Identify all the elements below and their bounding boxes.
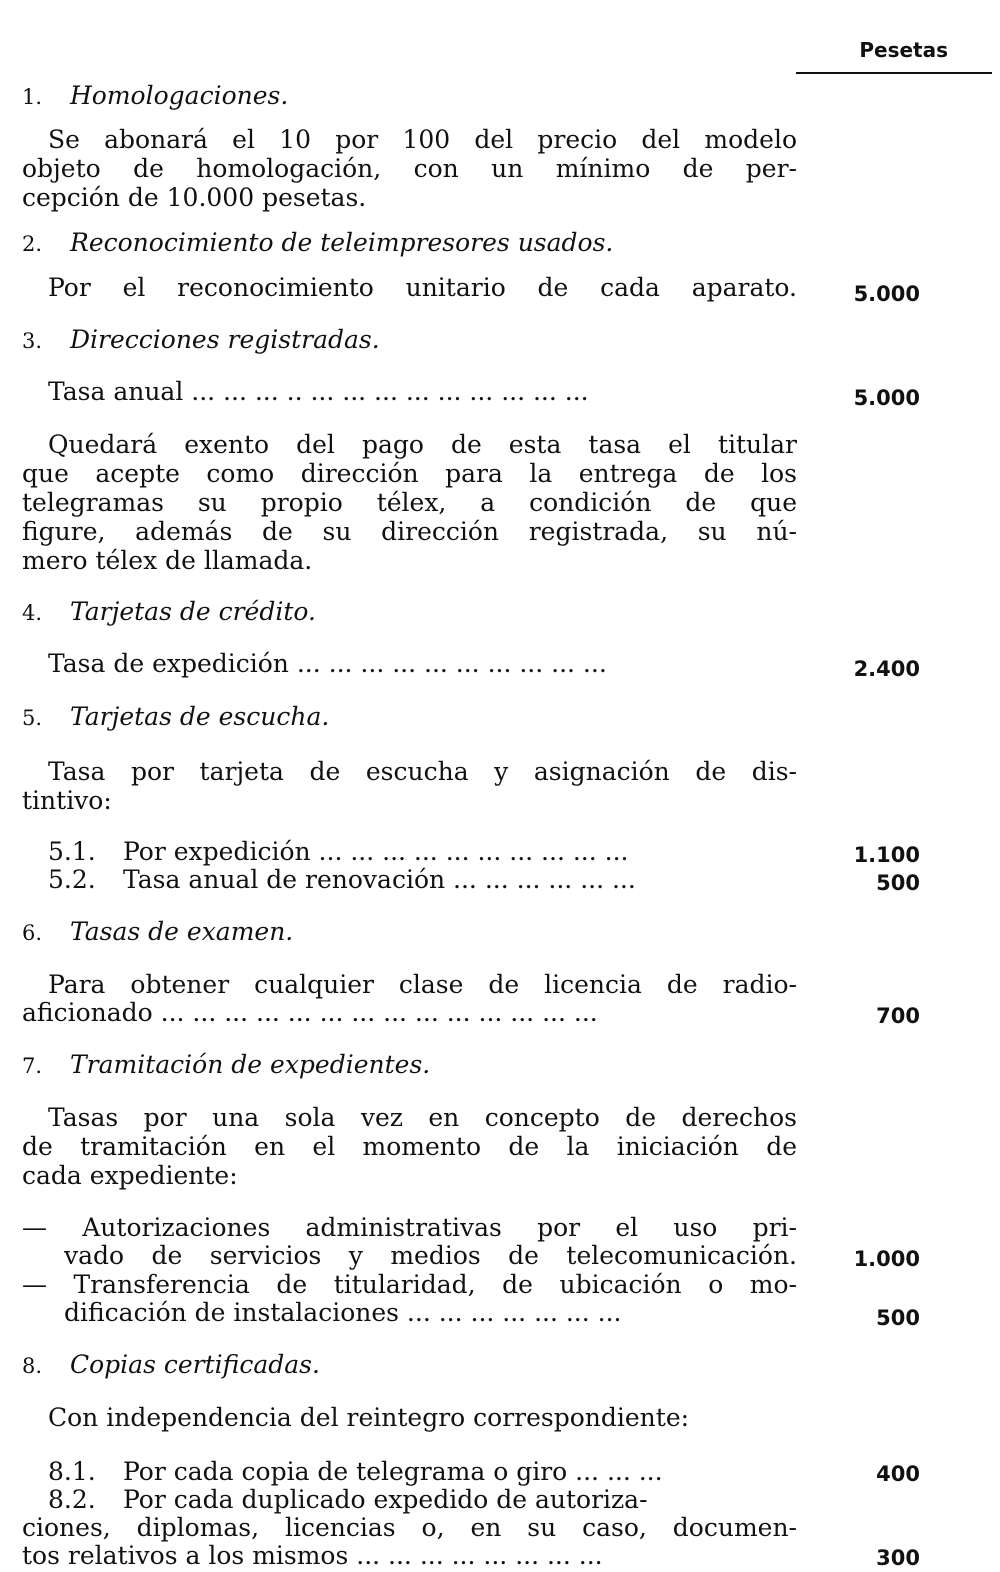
column-header-rule bbox=[796, 72, 992, 74]
dash-item-line: vado de servicios y medios de telecomunicación. bbox=[64, 1242, 797, 1270]
fee-amount: 500 bbox=[876, 871, 920, 895]
section-heading bbox=[22, 1051, 797, 1080]
section-heading bbox=[22, 82, 797, 111]
section-title: Tramitación de expedientes. bbox=[70, 1051, 431, 1079]
section-heading bbox=[22, 703, 797, 732]
fee-item-label: Tasa anual de renovación ... ... ... ... ... ... bbox=[123, 866, 636, 894]
note-line: que acepte como dirección para la entrega de los bbox=[22, 460, 797, 488]
section-heading bbox=[22, 598, 797, 627]
section-number: 4. bbox=[22, 601, 43, 625]
fee-item-continuation: ciones, diplomas, licencias o, en su caso, documen- bbox=[22, 1514, 797, 1542]
section-text-line: tintivo: bbox=[22, 787, 112, 815]
fee-amount: 5.000 bbox=[853, 282, 920, 306]
fee-item bbox=[48, 1458, 797, 1486]
note-line: telegramas su propio télex, a condición de que bbox=[22, 489, 797, 517]
section-title: Tarjetas de crédito. bbox=[70, 598, 316, 626]
fee-line: Tasa de expedición ... ... ... ... ... ... ... ... ... ... bbox=[48, 650, 607, 678]
section-heading bbox=[22, 918, 797, 947]
section-title: Tasas de examen. bbox=[70, 918, 294, 946]
fee-amount: 300 bbox=[876, 1546, 920, 1570]
section-title: Reconocimiento de teleimpresores usados. bbox=[70, 229, 614, 257]
fee-item-number: 5.2. bbox=[48, 866, 96, 894]
fee-amount: 700 bbox=[876, 1004, 920, 1028]
section-title: Tarjetas de escucha. bbox=[70, 703, 330, 731]
section-text-line: Se abonará el 10 por 100 del precio del modelo bbox=[48, 126, 797, 154]
fee-amount: 400 bbox=[876, 1462, 920, 1486]
section-title: Copias certificadas. bbox=[70, 1351, 320, 1379]
section-text-line: Para obtener cualquier clase de licencia de radio- bbox=[48, 971, 797, 999]
section-number: 7. bbox=[22, 1054, 43, 1078]
section-text-line: Tasa por tarjeta de escucha y asignación de dis- bbox=[48, 758, 797, 786]
section-number: 3. bbox=[22, 329, 43, 353]
fee-line: Por el reconocimiento unitario de cada aparato. bbox=[48, 274, 797, 302]
section-text-line: Con independencia del reintegro correspondiente: bbox=[48, 1404, 690, 1432]
fee-amount: 1.000 bbox=[853, 1247, 920, 1271]
fee-line: Tasa anual ... ... ... .. ... ... ... ... ... ... ... ... ... bbox=[48, 378, 589, 406]
fee-amount: 1.100 bbox=[853, 843, 920, 867]
section-heading bbox=[22, 229, 797, 258]
note-line: mero télex de llamada. bbox=[22, 547, 313, 575]
section-text-line: aficionado ... ... ... ... ... ... ... ... ... ... ... ... ... ... bbox=[22, 999, 598, 1027]
section-text-line: cepción de 10.000 pesetas. bbox=[22, 184, 367, 212]
section-number: 8. bbox=[22, 1354, 43, 1378]
section-text-line: Tasas por una sola vez en concepto de derechos bbox=[48, 1104, 797, 1132]
section-number: 5. bbox=[22, 706, 43, 730]
fee-amount: 500 bbox=[876, 1306, 920, 1330]
column-header-pesetas: Pesetas bbox=[859, 38, 948, 62]
section-text-line: de tramitación en el momento de la iniciación de bbox=[22, 1133, 797, 1161]
fee-item bbox=[48, 1486, 797, 1514]
note-line: Quedará exento del pago de esta tasa el titular bbox=[48, 431, 797, 459]
fee-amount: 5.000 bbox=[853, 386, 920, 410]
dash-item-line: dificación de instalaciones ... ... ... ... ... ... ... bbox=[64, 1299, 622, 1327]
dash-item-line: — Transferencia de titularidad, de ubicación o mo- bbox=[22, 1271, 797, 1299]
fee-item-number: 8.2. bbox=[48, 1486, 96, 1514]
fee-amount: 2.400 bbox=[853, 657, 920, 681]
fee-item bbox=[48, 866, 797, 894]
fee-item-label: Por expedición ... ... ... ... ... ... ... ... ... ... bbox=[123, 838, 629, 866]
fee-item-number: 5.1. bbox=[48, 838, 96, 866]
section-number: 6. bbox=[22, 921, 43, 945]
fee-item-number: 8.1. bbox=[48, 1458, 96, 1486]
section-title: Direcciones registradas. bbox=[70, 326, 380, 354]
fee-item-label: Por cada copia de telegrama o giro ... ... ... bbox=[123, 1458, 663, 1486]
note-line: figure, además de su dirección registrada, su nú- bbox=[22, 518, 797, 546]
fee-item bbox=[48, 838, 797, 866]
section-number: 1. bbox=[22, 85, 43, 109]
dash-item-line: — Autorizaciones administrativas por el uso pri- bbox=[22, 1214, 797, 1242]
section-title: Homologaciones. bbox=[70, 82, 289, 110]
section-heading bbox=[22, 1351, 797, 1380]
section-text-line: cada expediente: bbox=[22, 1162, 238, 1190]
fee-item-label: Por cada duplicado expedido de autoriza- bbox=[123, 1486, 648, 1514]
section-heading bbox=[22, 326, 797, 355]
section-number: 2. bbox=[22, 232, 43, 256]
fee-item-continuation: tos relativos a los mismos ... ... ... ... ... ... ... ... bbox=[22, 1542, 603, 1570]
section-text-line: objeto de homologación, con un mínimo de per- bbox=[22, 155, 797, 183]
